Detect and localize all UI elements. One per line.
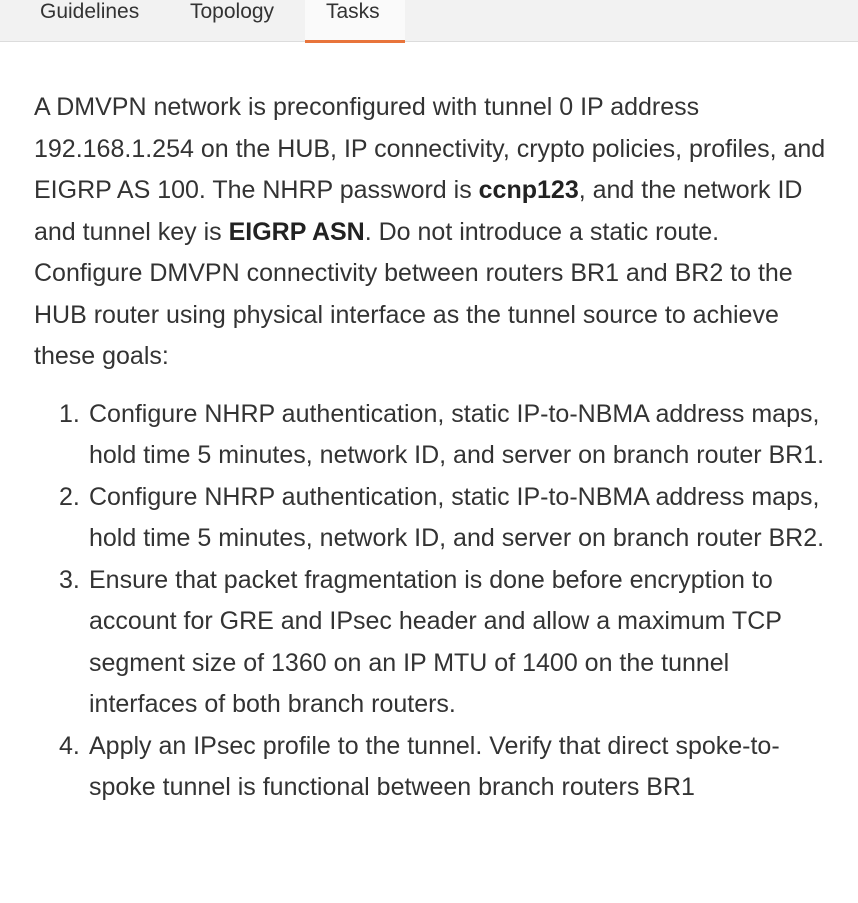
tab-topology[interactable] xyxy=(190,0,286,42)
nhrp-password: ccnp123 xyxy=(478,176,579,204)
tab-tasks-label: Tasks xyxy=(326,0,380,23)
network-id-key: EIGRP ASN xyxy=(228,217,365,246)
tab-guidelines[interactable] xyxy=(40,0,150,42)
intro-text-2: , and the network ID and tunnel key is xyxy=(34,176,803,246)
intro-paragraph xyxy=(34,87,834,378)
task-item-3 xyxy=(34,560,834,726)
task-text: Configure NHRP authentication, static IP-to-NBMA address maps, hold time 5 minutes, network ID, and server on branch router BR2. xyxy=(89,482,825,552)
tab-topology-label: Topology xyxy=(190,0,275,23)
tab-bar xyxy=(0,0,858,42)
intro-text-3: . Do not introduce a static route. Configure DMVPN connectivity between routers BR1 and BR2 to the HUB router using physical interface as the tunnel source to achieve these goals: xyxy=(34,217,793,370)
task-number: 2. xyxy=(59,482,80,511)
task-content xyxy=(34,87,834,809)
task-item-4 xyxy=(34,726,834,809)
active-tab-indicator xyxy=(305,40,405,43)
tab-guidelines-label: Guidelines xyxy=(40,0,140,23)
task-item-1 xyxy=(34,394,834,477)
task-number: 1. xyxy=(59,399,80,428)
tab-tasks[interactable] xyxy=(305,0,405,42)
task-text: Ensure that packet fragmentation is done before encryption to account for GRE and IPsec header and allow a maximum TCP segment size of 1360 on an IP MTU of 1400 on the tunnel interfaces of both branch routers. xyxy=(89,565,782,718)
task-list xyxy=(34,394,834,809)
task-number: 4. xyxy=(59,731,80,760)
intro-text-1: A DMVPN network is preconfigured with tunnel 0 IP address 192.168.1.254 on the HUB, IP connectivity, crypto policies, profiles, and EIGRP AS 100. The NHRP password is xyxy=(34,93,826,204)
task-item-2 xyxy=(34,477,834,560)
task-text: Configure NHRP authentication, static IP-to-NBMA address maps, hold time 5 minutes, network ID, and server on branch router BR1. xyxy=(89,399,825,469)
task-text: Apply an IPsec profile to the tunnel. Verify that direct spoke-to-spoke tunnel is functional between branch routers BR1 xyxy=(89,731,780,801)
task-number: 3. xyxy=(59,565,80,594)
